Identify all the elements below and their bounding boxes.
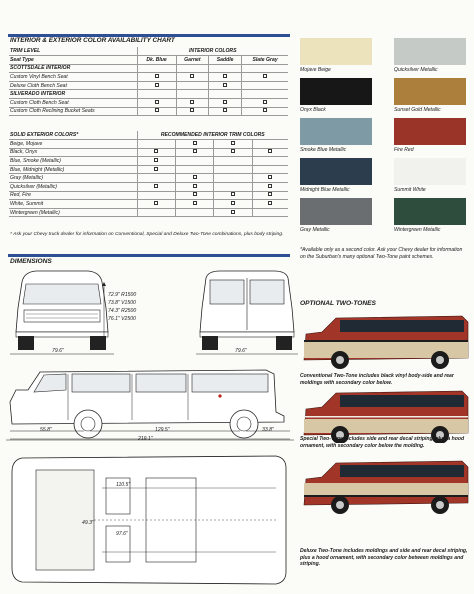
exterior-row-mark-0: [137, 174, 175, 183]
exterior-row-label: Black, Onyx: [9, 148, 137, 157]
trim-group-name: SCOTTSDALE INTERIOR: [9, 64, 137, 73]
exterior-row-mark-1: [175, 208, 213, 217]
availability-box: [154, 149, 158, 153]
color-swatch: [394, 158, 466, 185]
trim-group-empty: [209, 90, 242, 99]
dimensions-heading: DIMENSIONS: [10, 258, 52, 265]
availability-box: [193, 149, 197, 153]
availability-box: [154, 158, 158, 162]
exterior-row: [9, 174, 288, 183]
trim-row-mark-2: [209, 81, 242, 90]
exterior-row-label: Gray (Metallic): [9, 174, 137, 183]
exterior-row: [9, 200, 288, 209]
exterior-row-mark-0: [137, 165, 175, 174]
exterior-row-mark-1: [175, 140, 213, 149]
availability-box: [223, 108, 227, 112]
trim-group-empty: [176, 90, 209, 99]
deluxe-two-tone-image: [300, 455, 472, 515]
swatch-label: Midnight Blue Metallic: [300, 187, 350, 193]
swatch-label: Mojave Beige: [300, 67, 331, 73]
trim-group-empty: [242, 64, 288, 73]
exterior-row-mark-2: [214, 174, 252, 183]
exterior-row-mark-3: [252, 174, 288, 183]
availability-box: [231, 201, 235, 205]
trim-group-empty: [209, 64, 242, 73]
deluxe-description: Deluxe Two-Tone includes moldings and side and rear decal striping, plus a hood ornament, with secondary color between moldings and striping.: [300, 548, 468, 568]
front-track-label: 79.6": [52, 348, 64, 354]
exterior-row-mark-0: [137, 183, 175, 192]
trim-row-mark-3: [242, 81, 288, 90]
trim-level-header: TRIM LEVEL: [9, 47, 137, 56]
availability-box: [190, 100, 194, 104]
exterior-row-label: Beige, Mojave: [9, 140, 137, 149]
trim-group-name: SILVERADO INTERIOR: [9, 90, 137, 99]
availability-box: [231, 210, 235, 214]
color-swatch: [300, 78, 372, 105]
availability-box: [155, 83, 159, 87]
exterior-row-label: Wintergreen (Metallic): [9, 208, 137, 217]
exterior-row-mark-1: [175, 183, 213, 192]
exterior-row-mark-0: [137, 157, 175, 166]
availability-box: [268, 192, 272, 196]
trim-row-mark-3: [242, 99, 288, 108]
exterior-row-label: Quicksilver (Metallic): [9, 183, 137, 192]
exterior-row-mark-2: [214, 200, 252, 209]
exterior-row-mark-1: [175, 200, 213, 209]
exterior-row-mark-2: [214, 208, 252, 217]
color-swatch: [394, 38, 466, 65]
chart-footnote: * Ask your Chevy truck dealer for information on Conventional, Special and Deluxe Two-Tone combinations, plus body striping.: [10, 232, 284, 237]
trim-row-mark-2: [209, 73, 242, 82]
availability-box: [193, 141, 197, 145]
cargo-width-label: 49.3": [82, 520, 94, 526]
availability-box: [231, 141, 235, 145]
availability-box: [223, 74, 227, 78]
availability-box: [263, 100, 267, 104]
interior-colors-header: INTERIOR COLORS: [137, 47, 288, 56]
special-description: Special Two-Tone includes side and rear decal striping, plus a hood ornament, with secondary color below the molding.: [300, 436, 465, 449]
trim-row-label: Custom Cloth Bench Seat: [9, 99, 137, 108]
exterior-row-label: Blue, Midnight (Metallic): [9, 165, 137, 174]
swatch-label: Summit White: [394, 187, 426, 193]
availability-box: [231, 192, 235, 196]
trim-row-mark-1: [176, 81, 209, 90]
availability-box: [154, 201, 158, 205]
seat-header-row: [9, 56, 288, 65]
trim-row-label: Custom Vinyl Bench Seat: [9, 73, 137, 82]
exterior-row-label: Blue, Smoke (Metallic): [9, 157, 137, 166]
exterior-row-mark-0: [137, 191, 175, 200]
exterior-row: [9, 208, 288, 217]
exterior-row-mark-3: [252, 165, 288, 174]
wheelbase-label: 129.5": [155, 427, 170, 433]
dimensions-rule: [8, 254, 290, 257]
exterior-row-mark-0: [137, 208, 175, 217]
two-tones-heading: OPTIONAL TWO-TONES: [300, 300, 376, 307]
availability-box: [190, 74, 194, 78]
trim-row-mark-0: [137, 99, 176, 108]
rear-track-label: 79.6": [235, 348, 247, 354]
exterior-row-mark-0: [137, 148, 175, 157]
color-swatch: [300, 38, 372, 65]
availability-box: [190, 108, 194, 112]
trim-row-mark-3: [242, 107, 288, 116]
swatch-label: Onyx Black: [300, 107, 326, 113]
color-swatch: [394, 118, 466, 145]
swatch-label: Wintergreen Metallic: [394, 227, 441, 233]
color-swatch: [300, 118, 372, 145]
exterior-row-mark-2: [214, 157, 252, 166]
trim-row-mark-0: [137, 81, 176, 90]
trim-row-mark-0: [137, 73, 176, 82]
exterior-row-mark-3: [252, 183, 288, 192]
availability-box: [268, 201, 272, 205]
exterior-row-mark-0: [137, 140, 175, 149]
availability-box: [193, 175, 197, 179]
trim-group-row: [9, 90, 288, 99]
availability-box: [268, 149, 272, 153]
exterior-row-mark-2: [214, 183, 252, 192]
trim-row: [9, 107, 288, 116]
exterior-row-mark-2: [214, 140, 252, 149]
exterior-row-mark-1: [175, 191, 213, 200]
availability-box: [231, 149, 235, 153]
color-swatch: [300, 198, 372, 225]
exterior-row: [9, 191, 288, 200]
swatch-label: Sunset Gold Metallic: [394, 107, 441, 113]
col-saddle: Saddle: [209, 56, 242, 65]
exterior-row-label: White, Summit: [9, 200, 137, 209]
exterior-table: [9, 131, 288, 217]
trim-row-mark-2: [209, 107, 242, 116]
availability-box: [193, 192, 197, 196]
trim-row: [9, 99, 288, 108]
availability-box: [263, 108, 267, 112]
conventional-two-tone-image: [300, 310, 472, 370]
availability-box: [155, 74, 159, 78]
conventional-description: Conventional Two-Tone includes black vinyl body-side and rear moldings with secondary color below.: [300, 373, 454, 386]
trim-group-empty: [137, 90, 176, 99]
exterior-row-mark-3: [252, 208, 288, 217]
exterior-row-mark-3: [252, 157, 288, 166]
exterior-row-mark-3: [252, 191, 288, 200]
solid-colors-header: SOLID EXTERIOR COLORS*: [9, 131, 137, 140]
chart-title: INTERIOR & EXTERIOR COLOR AVAILABILITY CHART: [10, 37, 175, 44]
exterior-row-mark-0: [137, 200, 175, 209]
seat-type-header: Seat Type: [9, 56, 137, 65]
height-r1500: 72.9" R1500: [108, 292, 137, 298]
exterior-header-row: [9, 131, 288, 140]
swatch-label: Quicksilver Metallic: [394, 67, 438, 73]
exterior-row-mark-3: [252, 200, 288, 209]
overall-length-label: 219.1": [138, 436, 153, 442]
rear-overhang-label: 33.8": [262, 427, 274, 433]
exterior-row: [9, 157, 288, 166]
color-swatch: [394, 78, 466, 105]
col-garnet: Garnet: [176, 56, 209, 65]
availability-box: [155, 108, 159, 112]
swatch-note: *Available only as a second color. Ask your Chevy dealer for information on the Suburban's many optional Two-Tone paint schemes.: [300, 247, 463, 260]
availability-box: [223, 100, 227, 104]
availability-box: [223, 83, 227, 87]
trim-row: [9, 73, 288, 82]
color-swatch: [394, 198, 466, 225]
exterior-row-mark-2: [214, 191, 252, 200]
color-swatch: [300, 158, 372, 185]
exterior-row: [9, 183, 288, 192]
exterior-row: [9, 140, 288, 149]
exterior-row-mark-1: [175, 174, 213, 183]
trim-group-row: [9, 64, 288, 73]
exterior-row-label: Red, Fire: [9, 191, 137, 200]
trim-row-mark-3: [242, 73, 288, 82]
exterior-row-mark-1: [175, 157, 213, 166]
col-dk-blue: Dk. Blue: [137, 56, 176, 65]
trim-group-empty: [242, 90, 288, 99]
exterior-row-mark-1: [175, 165, 213, 174]
trim-row: [9, 81, 288, 90]
exterior-row-mark-2: [214, 165, 252, 174]
trim-header-row: [9, 47, 288, 56]
trim-group-empty: [137, 64, 176, 73]
col-slate-gray: Slate Gray: [242, 56, 288, 65]
rear-view-diagram: [196, 268, 298, 358]
exterior-row-mark-3: [252, 140, 288, 149]
availability-box: [154, 184, 158, 188]
availability-box: [268, 184, 272, 188]
trim-row-mark-2: [209, 99, 242, 108]
front-overhang-label: 55.8": [40, 427, 52, 433]
exterior-row-mark-3: [252, 148, 288, 157]
availability-box: [193, 184, 197, 188]
trim-row-mark-0: [137, 107, 176, 116]
trim-row-mark-1: [176, 73, 209, 82]
exterior-row-mark-1: [175, 148, 213, 157]
trim-row-mark-1: [176, 99, 209, 108]
trim-row-label: Deluxe Cloth Bench Seat: [9, 81, 137, 90]
availability-box: [263, 74, 267, 78]
exterior-row: [9, 165, 288, 174]
recommended-trim-header: RECOMMENDED INTERIOR TRIM COLORS: [137, 131, 288, 140]
availability-box: [154, 167, 158, 171]
height-r2500: 74.3" R2500: [108, 308, 137, 314]
exterior-row-mark-2: [214, 148, 252, 157]
availability-box: [193, 201, 197, 205]
trim-table: [9, 47, 288, 116]
cargo-length-label: 110.5": [116, 482, 131, 488]
trim-row-mark-1: [176, 107, 209, 116]
availability-box: [268, 175, 272, 179]
availability-box: [155, 100, 159, 104]
floor-length-label: 97.6": [116, 531, 128, 537]
swatch-label: Fire Red: [394, 147, 414, 153]
exterior-row: [9, 148, 288, 157]
special-two-tone-image: [300, 385, 472, 443]
trim-row-label: Custom Cloth Reclining Bucket Seats: [9, 107, 137, 116]
swatch-label: Gray Metallic: [300, 227, 330, 233]
height-v2500: 76.1" V2500: [108, 316, 136, 322]
trim-group-empty: [176, 64, 209, 73]
swatch-label: Smoke Blue Metallic: [300, 147, 347, 153]
plan-view-diagram: [6, 448, 294, 592]
height-v1500: 73.8" V1500: [108, 300, 136, 306]
